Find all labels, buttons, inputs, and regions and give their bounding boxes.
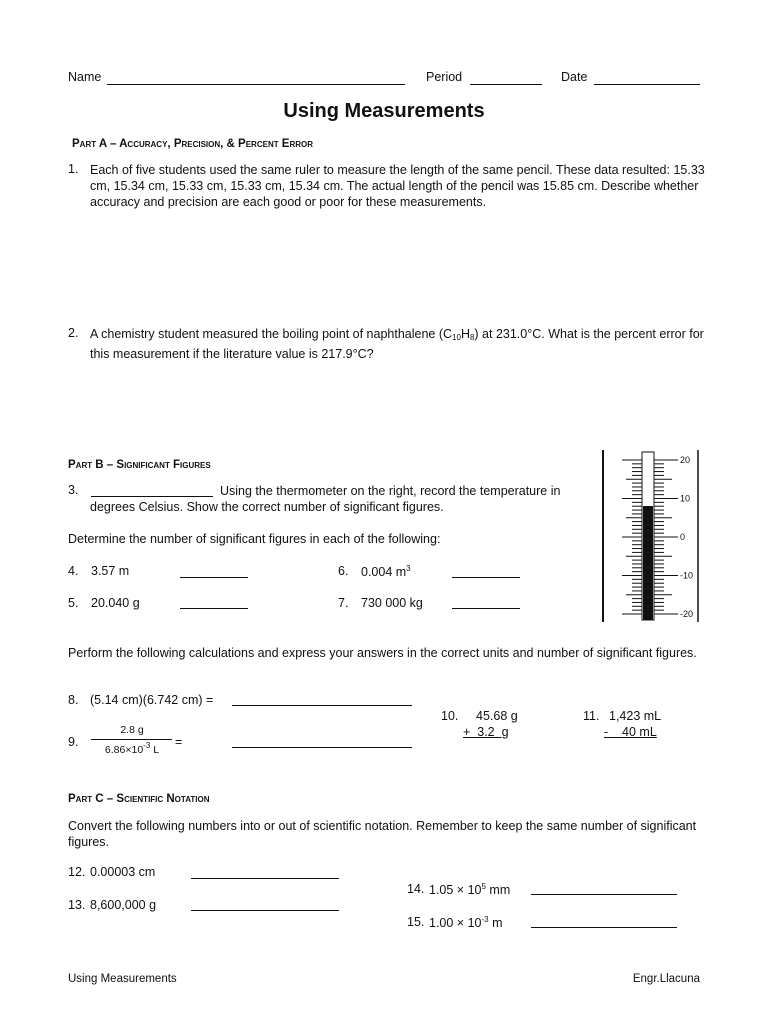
thermo-label: 20 [680, 455, 691, 465]
q11-line1: 1,423 mL [609, 709, 662, 723]
q8-answer-line[interactable] [232, 705, 412, 706]
q13-value: 8,600,000 g [90, 898, 157, 912]
q4-number: 4. [68, 564, 79, 578]
q15-answer-line[interactable] [531, 927, 677, 928]
q5-answer-line[interactable] [180, 608, 248, 609]
q6-answer-line[interactable] [452, 577, 520, 578]
q7-value: 730 000 kg [361, 596, 423, 610]
q11-number: 11. [583, 709, 600, 723]
thermometer-image [598, 450, 702, 622]
q6-value: 0.004 $m^3$ [361, 564, 411, 579]
q1-text: Each of five students used the same ruler to measure the length of the same pencil. These data resulted: 15.33 cm, 15.34 cm, 15.33 cm, 15.33 cm, 15.34 cm. The actual length of the pencil was 15.85 cm. Describe whether accuracy and precision are each good or poor for these measurements. [90, 163, 705, 209]
thermo-label: 10 [680, 493, 691, 504]
thermo-label: -20 [680, 609, 694, 619]
q9-fraction-bar [91, 739, 172, 740]
q6-number: 6. [338, 564, 349, 578]
q3-text: Using the thermometer on the right, record the temperature in degrees Celsius. Show the correct number of significant figures. [90, 484, 561, 514]
footer-right: Engr.Llacuna [632, 973, 700, 985]
date-field[interactable] [594, 84, 700, 85]
q5-value: 20.040 g [91, 596, 140, 610]
q10-line1: 45.68 g [476, 709, 518, 723]
q15-number: 15. [407, 915, 425, 929]
q5-number: 5. [68, 596, 79, 610]
q2-number: 2. [68, 326, 79, 340]
perform-text: Perform the following calculations and express your answers in the correct units and number of significant figures. [68, 646, 697, 660]
q8-number: 8. [68, 693, 79, 707]
determine-text: Determine the number of significant figures in each of the following: [68, 532, 441, 546]
q1-number: 1. [68, 162, 79, 176]
part-c-heading: Part C – Scientific Notation [68, 793, 210, 805]
date-label: Date [561, 70, 588, 84]
footer-left: Using Measurements [68, 973, 177, 985]
q13-answer-line[interactable] [191, 910, 339, 911]
q2-text: A chemistry student measured the boiling point of naphthalene $(C_{10}H_8)$ at 231.0°C. What is the percent error for this measurement if the literature value is 217.9°C? [90, 327, 704, 361]
q9-answer-line[interactable] [232, 747, 412, 748]
q15-value: $1.00 \times 10^{-3}$ m [429, 915, 503, 930]
q9-denominator: $6.86\times 10^{-3}$ L [104, 741, 160, 756]
q7-answer-line[interactable] [452, 608, 520, 609]
q13-number: 13. [68, 898, 86, 912]
period-field[interactable] [470, 84, 542, 85]
q7-number: 7. [338, 596, 349, 610]
q14-number: 14. [407, 882, 425, 896]
part-c-intro: Convert the following numbers into or out of scientific notation. Remember to keep the same number of significant figures. [68, 819, 697, 849]
name-field[interactable] [107, 84, 405, 85]
mercury-column [643, 506, 653, 620]
name-label: Name [68, 70, 102, 84]
part-a-heading: Part A – Accuracy, Precision, & Percent Error [72, 138, 314, 150]
q4-value: 3.57 m [91, 564, 130, 578]
q9-equals: = [175, 735, 183, 749]
period-label: Period [426, 70, 463, 84]
q12-value: 0.00003 cm [90, 865, 156, 879]
q9-number: 9. [68, 735, 79, 749]
q4-answer-line[interactable] [180, 577, 248, 578]
q12-number: 12. [68, 865, 86, 879]
thermo-label: -10 [680, 570, 694, 581]
page-title: Using Measurements [283, 100, 485, 122]
q3-number: 3. [68, 483, 79, 497]
q9-numerator: 2.8 g [120, 724, 144, 736]
q8-text: (5.14 cm)(6.742 cm) = [90, 693, 214, 707]
q11-line2: - 40 mL [604, 725, 657, 739]
q14-answer-line[interactable] [531, 894, 677, 895]
thermo-label: 0 [680, 532, 686, 542]
q10-number: 10. [441, 709, 459, 723]
q10-line2: + 3.2 g [463, 725, 509, 739]
part-b-heading: Part B – Significant Figures [68, 459, 211, 471]
q14-value: $1.05 \times 10^5$ mm [429, 882, 511, 897]
q12-answer-line[interactable] [191, 878, 339, 879]
